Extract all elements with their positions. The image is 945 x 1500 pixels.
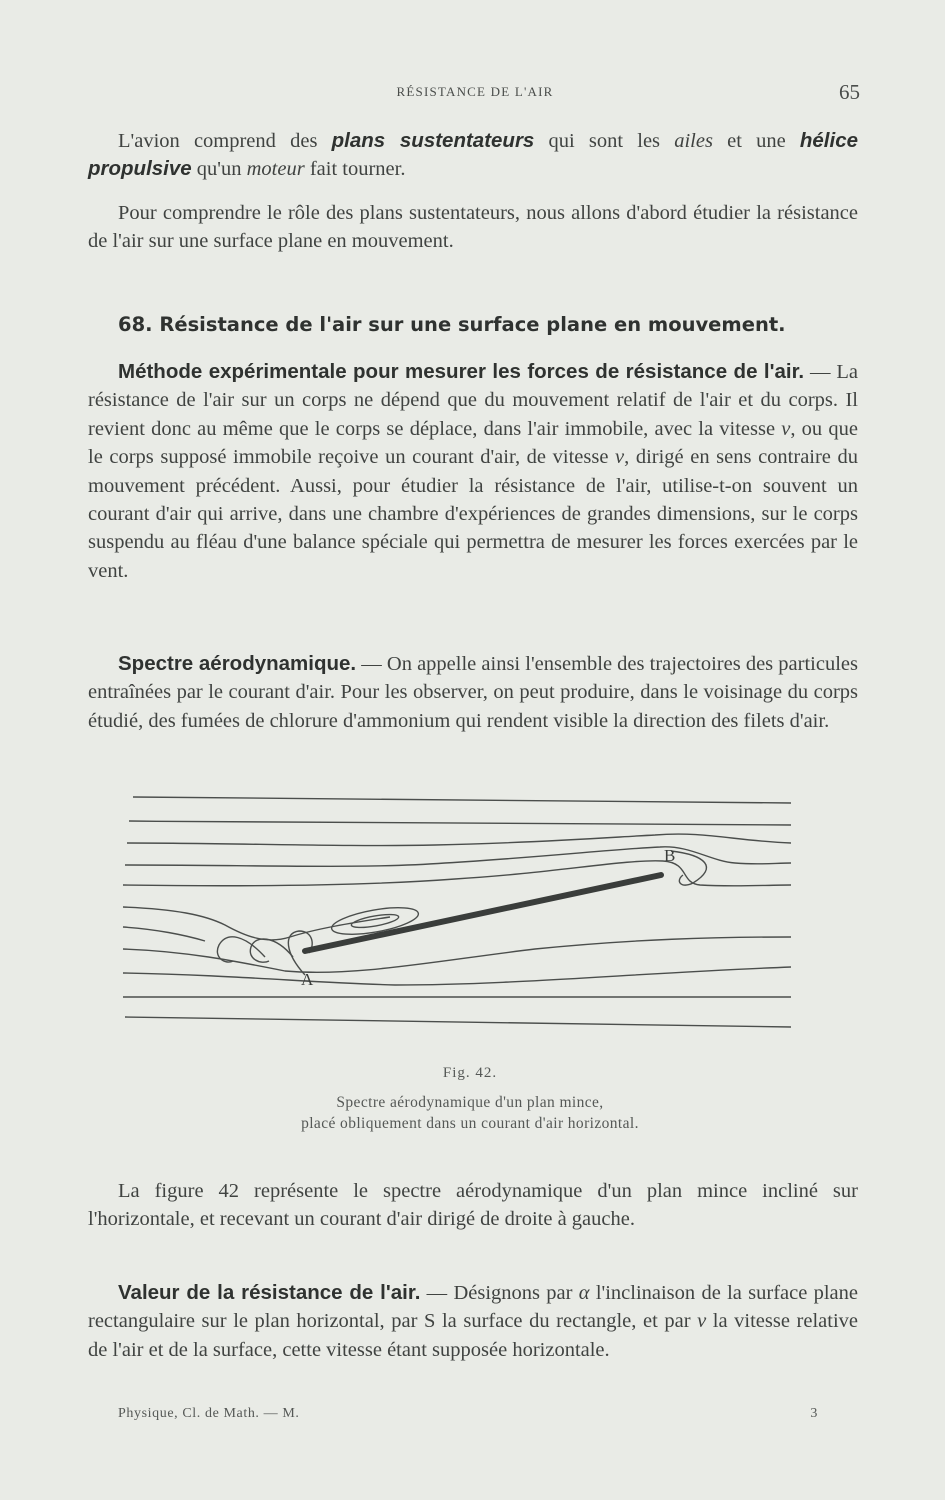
page-number: 65	[839, 80, 860, 104]
page-footer	[118, 1406, 818, 1430]
methode-text: — La résistance de l'air sur un corps ne dépend que du mouvement relatif de l'air et du corps. Il revient donc au même que le corps se déplace, dans l'air immobile, avec la vitesse	[88, 361, 858, 440]
spectre-text: — On appelle ainsi l'ensemble des trajectoires des particules entraînées par le courant d'air. Pour les observer, on peut produire, dans le voisinage du corps étudié, des fumées de chlorure d'ammonium qui rendent visible la direction des filets d'air.	[88, 653, 858, 732]
section-title: 68. Résistance de l'air sur une surface plane en mouvement.	[118, 313, 786, 336]
intro-text: fait tourner.	[304, 158, 406, 181]
term-moteur: moteur	[246, 158, 305, 181]
footer-signature-number: 3	[810, 1406, 818, 1421]
variable-v: v	[697, 1310, 707, 1333]
intro-paragraph-1	[88, 127, 858, 184]
valeur-paragraph	[88, 1279, 858, 1364]
figure-description-paragraph: La figure 42 représente le spectre aérodynamique d'un plan mince incliné sur l'horizontale, et recevant un courant d'air dirigé de droite à gauche.	[88, 1180, 858, 1231]
intro-paragraph-2: Pour comprendre le rôle des plans sustentateurs, nous allons d'abord étudier la résistance de l'air sur une surface plane en mouvement.	[88, 202, 858, 253]
methode-heading: Méthode expérimentale pour mesurer les forces de résistance de l'air.	[118, 360, 805, 383]
valeur-text: — Désignons par	[420, 1282, 579, 1304]
intro-text: L'avion comprend des	[118, 130, 332, 152]
valeur-heading: Valeur de la résistance de l'air.	[118, 1281, 421, 1304]
vortex	[350, 912, 399, 930]
streamline	[127, 834, 791, 845]
methode-text: , ou que le corps supposé immobile reçoive un courant d'air, de vitesse	[88, 417, 858, 469]
streamline	[123, 997, 791, 999]
intro-text: et une	[712, 130, 800, 152]
term-plans-sustentateurs: plans sustentateurs	[331, 129, 535, 152]
figure-label: Fig. 42.	[442, 1065, 498, 1081]
variable-alpha: α	[578, 1282, 590, 1304]
valeur-text: la vitesse relative de l'air et de la surface, cette vitesse étant supposée horizontale.	[88, 1310, 858, 1361]
term-ailes: ailes	[674, 130, 713, 152]
intro-text: qui sont les	[534, 130, 675, 152]
term-helice-propulsive: hélice propulsive	[88, 129, 858, 181]
streamline	[123, 907, 390, 940]
figure-caption-line-1: Spectre aérodynamique d'un plan mince,	[336, 1094, 604, 1111]
variable-v: v	[781, 417, 791, 440]
valeur-text: l'inclinaison de la surface plane rectangulaire sur le plan horizontal, par S la surface du rectangle, et par	[88, 1282, 859, 1333]
methode-text: , dirigé en sens contraire du mouvement précédent. Aussi, pour étudier la résistance de l'air, utilise-t-on souvent un courant d'air qui arrive, dans une chambre d'expériences de grandes dimensions, sur le corps suspendu au fléau d'une balance spéciale qui permettra de mesurer les forces exercées par le vent.	[88, 446, 858, 582]
intro-text: qu'un	[191, 158, 247, 181]
streamline	[123, 861, 791, 886]
point-b-label: B	[664, 846, 676, 865]
figure-42-streamlines	[115, 785, 805, 1045]
streamline	[123, 937, 791, 972]
streamline	[133, 797, 791, 803]
spectre-heading: Spectre aérodynamique.	[118, 652, 357, 675]
streamline	[129, 821, 791, 825]
streamline	[123, 967, 791, 985]
vortex	[217, 937, 265, 962]
streamline	[123, 927, 205, 941]
point-a-label: A	[301, 970, 314, 989]
methode-paragraph	[88, 358, 858, 585]
variable-v: v	[615, 446, 625, 469]
figure-caption-line-2: placé obliquement dans un courant d'air horizontal.	[301, 1115, 639, 1132]
streamline	[125, 847, 791, 866]
streamline	[125, 1017, 791, 1027]
spectre-paragraph	[88, 650, 858, 735]
footer-signature-left: Physique, Cl. de Math. — M.	[118, 1406, 300, 1421]
running-title: RÉSISTANCE DE L'AIR	[396, 84, 554, 99]
vortex	[250, 939, 293, 962]
page-header	[90, 80, 860, 108]
